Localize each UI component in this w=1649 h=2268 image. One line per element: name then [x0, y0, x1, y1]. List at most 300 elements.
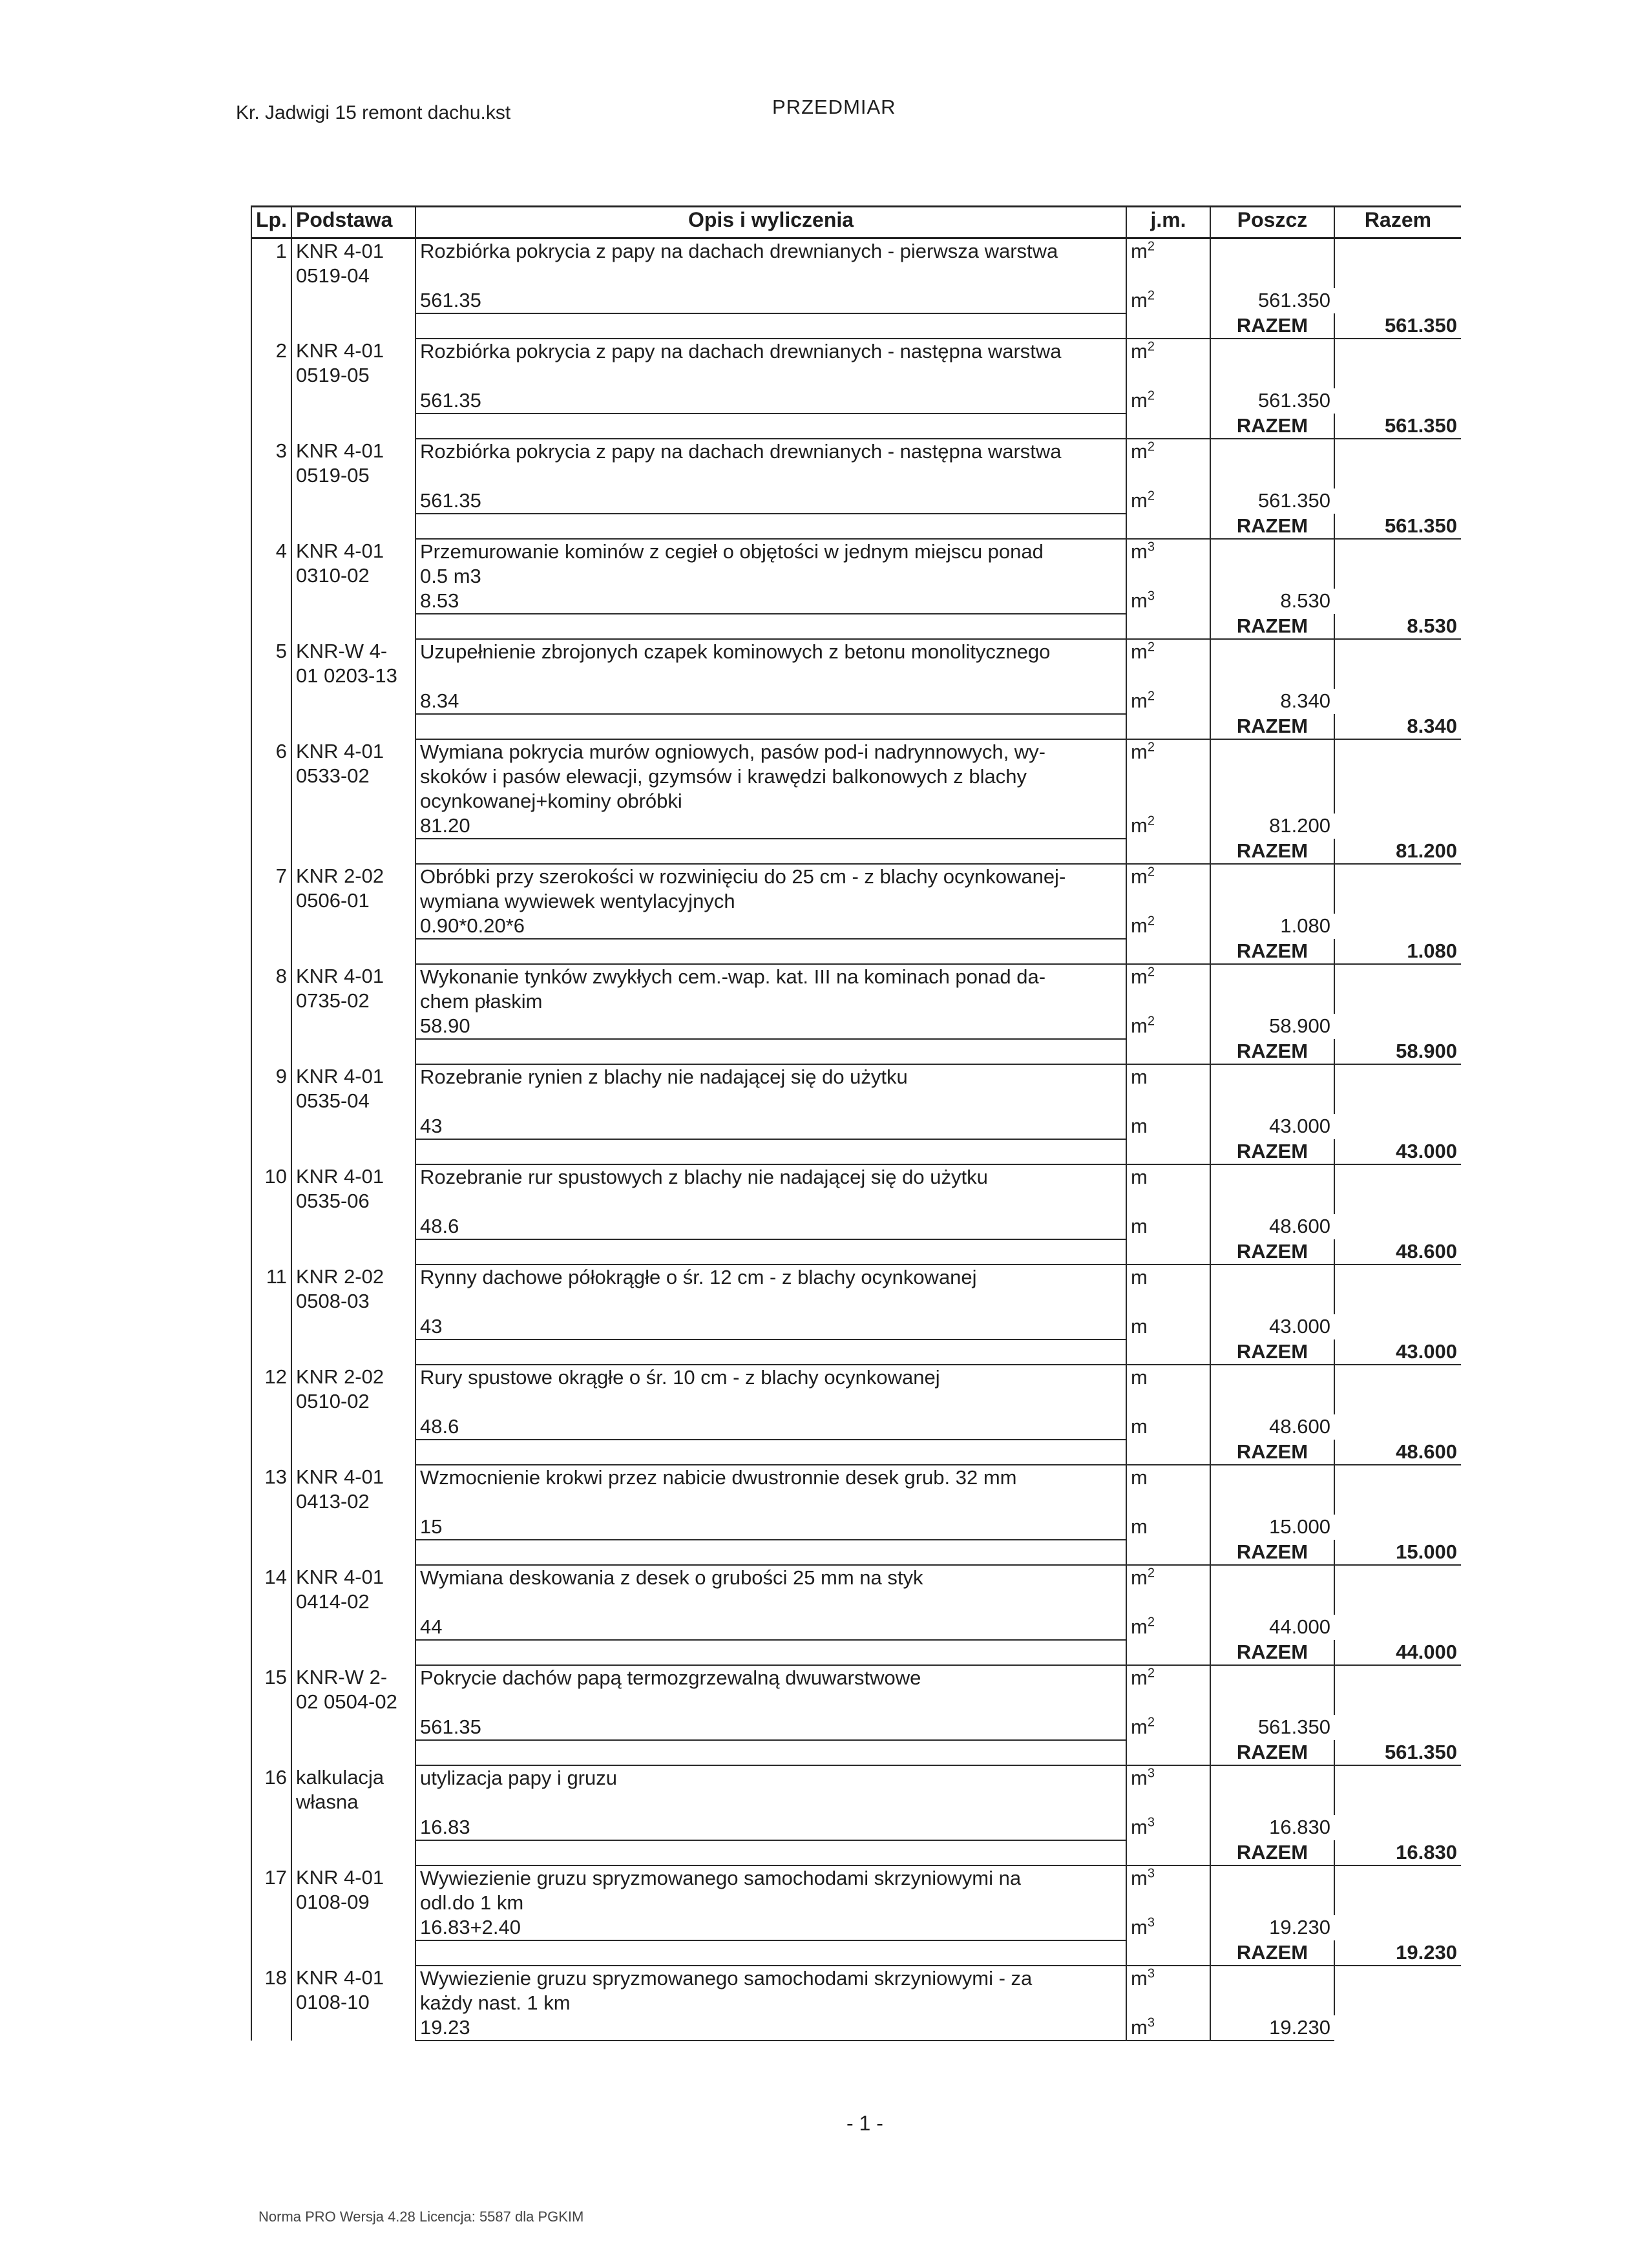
row-razem-empty — [1334, 1064, 1461, 1139]
unit-cell — [1126, 1314, 1210, 1339]
row-razem-empty — [1334, 864, 1461, 939]
row-lp: 10 — [251, 1164, 291, 1265]
row-lp: 3 — [251, 439, 291, 539]
unit-exponent: 2 — [1147, 740, 1155, 755]
podstawa-line: KNR 2-02 — [296, 1365, 384, 1388]
row-podstawa — [291, 439, 415, 539]
table-row-calc — [251, 814, 1461, 839]
row-lp: 15 — [251, 1665, 291, 1765]
row-calculation: 0.90*0.20*6 — [415, 914, 1126, 939]
row-total-spacer — [1126, 839, 1210, 864]
podstawa-line: KNR 4-01 — [296, 1966, 384, 1989]
col-header-jm: j.m. — [1126, 207, 1210, 238]
unit-exponent: 2 — [1147, 814, 1155, 828]
table-row — [251, 739, 1461, 814]
row-razem-empty — [1334, 739, 1461, 839]
col-header-poszcz: Poszcz — [1210, 207, 1334, 238]
podstawa-line: własna — [296, 1790, 359, 1813]
podstawa-line: 0413-02 — [296, 1490, 370, 1513]
page-number: - 1 - — [846, 2112, 883, 2135]
description-line: Rynny dachowe półokrągłe o śr. 12 cm - z blachy ocynkowanej — [420, 1266, 977, 1288]
row-lp: 13 — [251, 1465, 291, 1565]
row-total-spacer — [1126, 1540, 1210, 1565]
row-description — [415, 1665, 1126, 1715]
table-row-total — [251, 839, 1461, 864]
row-poszcz-empty — [1210, 1064, 1334, 1114]
table-row-calc — [251, 1915, 1461, 1940]
table-row-total — [251, 1339, 1461, 1365]
unit-text: m — [1131, 1515, 1148, 1538]
table-row-calc — [251, 488, 1461, 514]
row-total-spacer — [415, 1039, 1126, 1064]
description-line: Wymiana pokrycia murów ogniowych, pasów pod-i nadrynnowych, wy- — [420, 740, 1046, 763]
row-podstawa — [291, 964, 415, 1064]
row-total-spacer — [415, 414, 1126, 439]
unit-text: m — [1131, 914, 1148, 937]
unit-cell — [1126, 1815, 1210, 1840]
podstawa-line: 01 0203-13 — [296, 664, 397, 687]
row-razem-empty — [1334, 1565, 1461, 1640]
unit-cell — [1126, 689, 1210, 714]
row-calculation: 15 — [415, 1515, 1126, 1540]
table-row-calc — [251, 1214, 1461, 1239]
podstawa-line: KNR 4-01 — [296, 1465, 384, 1488]
row-total-spacer — [415, 1640, 1126, 1665]
row-poszcz-empty — [1210, 1164, 1334, 1214]
row-razem: 561.350 — [1334, 1740, 1461, 1765]
table-row-calc — [251, 1014, 1461, 1039]
row-poszcz-empty — [1210, 1565, 1334, 1615]
podstawa-line: KNR 4-01 — [296, 240, 384, 262]
row-poszcz-empty — [1210, 1465, 1334, 1515]
row-lp: 16 — [251, 1765, 291, 1865]
row-lp: 9 — [251, 1064, 291, 1164]
unit-cell — [1126, 439, 1210, 488]
row-total-spacer — [415, 714, 1126, 739]
unit-exponent: 2 — [1147, 1666, 1155, 1681]
description-line: Rozbiórka pokrycia z papy na dachach drewnianych - pierwsza warstwa — [420, 240, 1058, 262]
row-poszcz: 48.600 — [1269, 1215, 1330, 1237]
description-line: 0.5 m3 — [420, 565, 481, 587]
unit-exponent: 2 — [1147, 288, 1155, 303]
row-poszcz-empty — [1210, 1365, 1334, 1414]
row-total-spacer — [1126, 1940, 1210, 1966]
unit-cell — [1126, 1465, 1210, 1515]
row-poszcz: 561.350 — [1257, 289, 1330, 311]
row-poszcz-empty — [1210, 1265, 1334, 1314]
unit-text: m — [1131, 440, 1148, 463]
unit-cell — [1126, 1164, 1210, 1214]
podstawa-line: KNR-W 2- — [296, 1666, 388, 1688]
unit-text: m — [1131, 1916, 1148, 1938]
row-razem: 561.350 — [1334, 313, 1461, 339]
podstawa-line: KNR 4-01 — [296, 965, 384, 987]
row-razem: 16.830 — [1334, 1840, 1461, 1865]
razem-label: RAZEM — [1210, 514, 1334, 539]
row-calculation: 16.83+2.40 — [415, 1915, 1126, 1940]
podstawa-line: 02 0504-02 — [296, 1690, 397, 1713]
podstawa-line: KNR 2-02 — [296, 1265, 384, 1288]
row-poszcz: 43.000 — [1269, 1315, 1330, 1338]
row-calculation: 561.35 — [415, 388, 1126, 414]
podstawa-line: 0108-09 — [296, 1891, 370, 1913]
row-podstawa — [291, 1966, 415, 2041]
row-calculation: 58.90 — [415, 1014, 1126, 1039]
row-calculation: 561.35 — [415, 488, 1126, 514]
row-podstawa — [291, 1265, 415, 1365]
row-poszcz-empty — [1210, 539, 1334, 589]
row-total-spacer — [1126, 939, 1210, 964]
description-line: Przemurowanie kominów z cegieł o objętości w jednym miejscu ponad — [420, 540, 1044, 563]
unit-exponent: 2 — [1147, 1715, 1155, 1730]
row-poszcz: 561.350 — [1257, 1716, 1330, 1738]
row-description — [415, 964, 1126, 1014]
unit-text: m — [1131, 640, 1148, 663]
description-line: Wywiezienie gruzu spryzmowanego samochodami skrzyniowymi - za — [420, 1967, 1033, 1990]
row-total-spacer — [415, 1139, 1126, 1164]
table-row-calc — [251, 288, 1461, 313]
unit-exponent: 2 — [1147, 914, 1155, 929]
row-calculation: 48.6 — [415, 1214, 1126, 1239]
unit-exponent: 2 — [1147, 965, 1155, 980]
row-razem-empty — [1334, 1865, 1461, 1940]
unit-text: m — [1131, 965, 1148, 988]
row-poszcz-empty — [1210, 864, 1334, 914]
row-description — [415, 539, 1126, 589]
col-header-razem: Razem — [1334, 207, 1461, 238]
row-lp: 5 — [251, 639, 291, 739]
unit-text: m — [1131, 1066, 1148, 1088]
table-row — [251, 1164, 1461, 1214]
row-total-spacer — [415, 1840, 1126, 1865]
row-total-spacer — [415, 1339, 1126, 1365]
podstawa-line: kalkulacja — [296, 1766, 384, 1789]
row-calculation: 43 — [415, 1314, 1126, 1339]
row-razem: 43.000 — [1334, 1339, 1461, 1365]
row-lp: 18 — [251, 1966, 291, 2041]
row-poszcz: 561.350 — [1257, 389, 1330, 412]
row-description — [415, 1565, 1126, 1615]
unit-text: m — [1131, 1967, 1148, 1990]
row-lp: 8 — [251, 964, 291, 1064]
software-footer: Norma PRO Wersja 4.28 Licencja: 5587 dla PGKIM — [258, 2209, 584, 2225]
table-row — [251, 964, 1461, 1014]
row-razem: 561.350 — [1334, 514, 1461, 539]
row-total-spacer — [415, 939, 1126, 964]
podstawa-line: 0506-01 — [296, 889, 370, 912]
unit-cell — [1126, 864, 1210, 914]
table-row — [251, 1565, 1461, 1615]
table-row-calc — [251, 2015, 1461, 2041]
unit-text: m — [1131, 2016, 1148, 2039]
table-row-total — [251, 414, 1461, 439]
table-row-total — [251, 1740, 1461, 1765]
podstawa-line: 0414-02 — [296, 1590, 370, 1613]
row-lp: 17 — [251, 1865, 291, 1966]
table-row-calc — [251, 388, 1461, 414]
row-podstawa — [291, 1365, 415, 1465]
unit-cell — [1126, 288, 1210, 313]
unit-exponent: 3 — [1147, 1915, 1155, 1930]
row-lp: 4 — [251, 539, 291, 639]
row-lp: 14 — [251, 1565, 291, 1665]
unit-text: m — [1131, 1366, 1148, 1389]
row-total-spacer — [415, 514, 1126, 539]
row-razem: 8.340 — [1334, 714, 1461, 739]
description-line: Obróbki przy szerokości w rozwinięciu do 25 cm - z blachy ocynkowanej- — [420, 865, 1066, 888]
unit-text: m — [1131, 489, 1148, 512]
unit-text: m — [1131, 1166, 1148, 1188]
razem-label: RAZEM — [1210, 614, 1334, 639]
unit-cell — [1126, 1114, 1210, 1139]
unit-exponent: 2 — [1147, 1566, 1155, 1580]
table-row-calc — [251, 1114, 1461, 1139]
podstawa-line: 0510-02 — [296, 1390, 370, 1412]
row-razem-empty — [1334, 339, 1461, 414]
row-description — [415, 864, 1126, 914]
unit-exponent: 2 — [1147, 388, 1155, 403]
unit-cell — [1126, 1765, 1210, 1815]
podstawa-line: KNR 4-01 — [296, 439, 384, 462]
table-row-total — [251, 939, 1461, 964]
podstawa-line: KNR 4-01 — [296, 1866, 384, 1889]
unit-exponent: 2 — [1147, 640, 1155, 655]
razem-label: RAZEM — [1210, 1740, 1334, 1765]
row-description — [415, 1765, 1126, 1815]
unit-cell — [1126, 339, 1210, 388]
table-row-total — [251, 614, 1461, 639]
description-line: Pokrycie dachów papą termozgrzewalną dwuwarstwowe — [420, 1666, 921, 1689]
row-podstawa — [291, 739, 415, 864]
unit-cell — [1126, 539, 1210, 589]
row-calculation: 16.83 — [415, 1815, 1126, 1840]
description-line: każdy nast. 1 km — [420, 1991, 571, 2014]
table-row-calc — [251, 589, 1461, 614]
unit-cell — [1126, 2015, 1210, 2041]
description-line: Rozbiórka pokrycia z papy na dachach drewnianych - następna warstwa — [420, 340, 1062, 362]
row-podstawa — [291, 1765, 415, 1865]
description-line: Rozebranie rur spustowych z blachy nie nadającej się do użytku — [420, 1166, 988, 1188]
description-line: Rury spustowe okrągłe o śr. 10 cm - z blachy ocynkowanej — [420, 1366, 940, 1389]
row-description — [415, 1865, 1126, 1915]
description-line: wymiana wywiewek wentylacyjnych — [420, 890, 735, 912]
row-razem: 561.350 — [1334, 414, 1461, 439]
row-total-spacer — [1126, 1640, 1210, 1665]
row-lp: 11 — [251, 1265, 291, 1365]
razem-label: RAZEM — [1210, 1840, 1334, 1865]
unit-cell — [1126, 238, 1210, 289]
row-poszcz-empty — [1210, 739, 1334, 814]
row-description — [415, 339, 1126, 388]
table-row — [251, 539, 1461, 589]
unit-cell — [1126, 1565, 1210, 1615]
razem-label: RAZEM — [1210, 313, 1334, 339]
unit-text: m — [1131, 1716, 1148, 1738]
podstawa-line: 0508-03 — [296, 1290, 370, 1312]
table-row-total — [251, 1540, 1461, 1565]
razem-label: RAZEM — [1210, 1339, 1334, 1365]
unit-text: m — [1131, 1315, 1148, 1338]
row-poszcz: 19.230 — [1269, 1916, 1330, 1938]
unit-cell — [1126, 1665, 1210, 1715]
podstawa-line: 0519-04 — [296, 264, 370, 287]
row-total-spacer — [1126, 1239, 1210, 1265]
unit-text: m — [1131, 1566, 1148, 1589]
row-poszcz: 8.530 — [1280, 589, 1330, 612]
unit-text: m — [1131, 1466, 1148, 1489]
unit-text: m — [1131, 1115, 1148, 1137]
razem-label: RAZEM — [1210, 1640, 1334, 1665]
row-total-spacer — [415, 313, 1126, 339]
table-row-calc — [251, 1615, 1461, 1640]
unit-cell — [1126, 388, 1210, 414]
unit-cell — [1126, 1615, 1210, 1640]
razem-label: RAZEM — [1210, 714, 1334, 739]
unit-exponent: 2 — [1147, 865, 1155, 879]
table-row-total — [251, 714, 1461, 739]
razem-label: RAZEM — [1210, 1940, 1334, 1966]
table-row-total — [251, 1940, 1461, 1966]
description-line: odl.do 1 km — [420, 1891, 524, 1914]
unit-text: m — [1131, 865, 1148, 888]
unit-cell — [1126, 964, 1210, 1014]
row-razem: 1.080 — [1334, 939, 1461, 964]
podstawa-line: 0535-04 — [296, 1089, 370, 1112]
unit-text: m — [1131, 1266, 1148, 1288]
col-header-podstawa: Podstawa — [291, 207, 415, 238]
row-total-spacer — [1126, 514, 1210, 539]
unit-text: m — [1131, 240, 1148, 262]
unit-text: m — [1131, 389, 1148, 412]
row-razem: 8.530 — [1334, 614, 1461, 639]
row-razem: 19.230 — [1334, 1940, 1461, 1966]
table-row — [251, 1865, 1461, 1915]
description-line: Rozbiórka pokrycia z papy na dachach drewnianych - następna warstwa — [420, 440, 1062, 463]
row-description — [415, 1465, 1126, 1515]
row-podstawa — [291, 1665, 415, 1765]
row-lp: 12 — [251, 1365, 291, 1465]
row-total-spacer — [415, 1440, 1126, 1465]
row-calculation: 8.53 — [415, 589, 1126, 614]
unit-exponent: 3 — [1147, 2015, 1155, 2030]
row-calculation: 44 — [415, 1615, 1126, 1640]
row-razem-empty — [1334, 539, 1461, 614]
document-title: PRZEDMIAR — [772, 96, 896, 118]
table-row — [251, 238, 1461, 289]
unit-text: m — [1131, 689, 1148, 712]
unit-exponent: 3 — [1147, 540, 1155, 554]
row-lp: 7 — [251, 864, 291, 964]
description-line: Wywiezienie gruzu spryzmowanego samochodami skrzyniowymi na — [420, 1867, 1022, 1889]
row-razem: 81.200 — [1334, 839, 1461, 864]
row-lp: 2 — [251, 339, 291, 439]
row-calculation: 561.35 — [415, 1715, 1126, 1740]
row-poszcz: 44.000 — [1269, 1615, 1330, 1638]
unit-text: m — [1131, 1867, 1148, 1889]
razem-label: RAZEM — [1210, 839, 1334, 864]
table-row-total — [251, 1239, 1461, 1265]
table-row — [251, 1465, 1461, 1515]
row-total-spacer — [1126, 1840, 1210, 1865]
row-total-spacer — [415, 614, 1126, 639]
unit-cell — [1126, 1414, 1210, 1440]
unit-text: m — [1131, 1615, 1148, 1638]
table-row-total — [251, 1039, 1461, 1064]
row-lp: 6 — [251, 739, 291, 864]
unit-text: m — [1131, 1816, 1148, 1838]
podstawa-line: KNR 4-01 — [296, 740, 384, 762]
row-total-spacer — [415, 1239, 1126, 1265]
podstawa-line: 0519-05 — [296, 364, 370, 386]
row-podstawa — [291, 1565, 415, 1665]
unit-cell — [1126, 639, 1210, 689]
row-poszcz-empty — [1210, 1665, 1334, 1715]
podstawa-line: KNR 4-01 — [296, 1566, 384, 1588]
row-total-spacer — [415, 1540, 1126, 1565]
description-line: Wykonanie tynków zwykłych cem.-wap. kat. III na kominach ponad da- — [420, 965, 1046, 988]
row-poszcz: 15.000 — [1269, 1515, 1330, 1538]
row-poszcz: 1.080 — [1280, 914, 1330, 937]
unit-text: m — [1131, 340, 1148, 362]
row-lp: 1 — [251, 238, 291, 339]
row-total-spacer — [1126, 414, 1210, 439]
row-razem-empty — [1334, 639, 1461, 714]
row-poszcz: 8.340 — [1280, 689, 1330, 712]
description-line: Rozebranie rynien z blachy nie nadającej się do użytku — [420, 1066, 908, 1088]
row-description — [415, 1966, 1126, 2015]
podstawa-line: 0535-06 — [296, 1190, 370, 1212]
row-podstawa — [291, 339, 415, 439]
row-podstawa — [291, 639, 415, 739]
unit-text: m — [1131, 1767, 1148, 1789]
unit-text: m — [1131, 1215, 1148, 1237]
unit-text: m — [1131, 740, 1148, 763]
row-podstawa — [291, 238, 415, 339]
table-row — [251, 1365, 1461, 1414]
row-razem-empty — [1334, 1164, 1461, 1239]
przedmiar-table — [251, 205, 1461, 2041]
unit-text: m — [1131, 289, 1148, 311]
table-row-calc — [251, 1314, 1461, 1339]
row-total-spacer — [1126, 614, 1210, 639]
table-header-row — [251, 207, 1461, 238]
podstawa-line: KNR 4-01 — [296, 339, 384, 362]
unit-cell — [1126, 1865, 1210, 1915]
row-razem: 48.600 — [1334, 1239, 1461, 1265]
row-podstawa — [291, 1164, 415, 1265]
table-row-total — [251, 514, 1461, 539]
podstawa-line: KNR 4-01 — [296, 1065, 384, 1087]
row-calculation: 81.20 — [415, 814, 1126, 839]
podstawa-line: 0533-02 — [296, 764, 370, 787]
unit-exponent: 3 — [1147, 1966, 1155, 1981]
row-calculation: 561.35 — [415, 288, 1126, 313]
row-razem-empty — [1334, 1265, 1461, 1339]
description-line: utylizacja papy i gruzu — [420, 1767, 617, 1789]
row-razem-empty — [1334, 238, 1461, 314]
row-description — [415, 439, 1126, 488]
row-poszcz-empty — [1210, 964, 1334, 1014]
description-line: ocynkowanej+kominy obróbki — [420, 790, 682, 812]
unit-cell — [1126, 488, 1210, 514]
row-podstawa — [291, 1465, 415, 1565]
row-total-spacer — [415, 1940, 1126, 1966]
unit-exponent: 2 — [1147, 1615, 1155, 1630]
unit-cell — [1126, 1014, 1210, 1039]
row-total-spacer — [1126, 1339, 1210, 1365]
row-poszcz: 19.230 — [1210, 2015, 1334, 2041]
row-poszcz: 48.600 — [1269, 1415, 1330, 1438]
